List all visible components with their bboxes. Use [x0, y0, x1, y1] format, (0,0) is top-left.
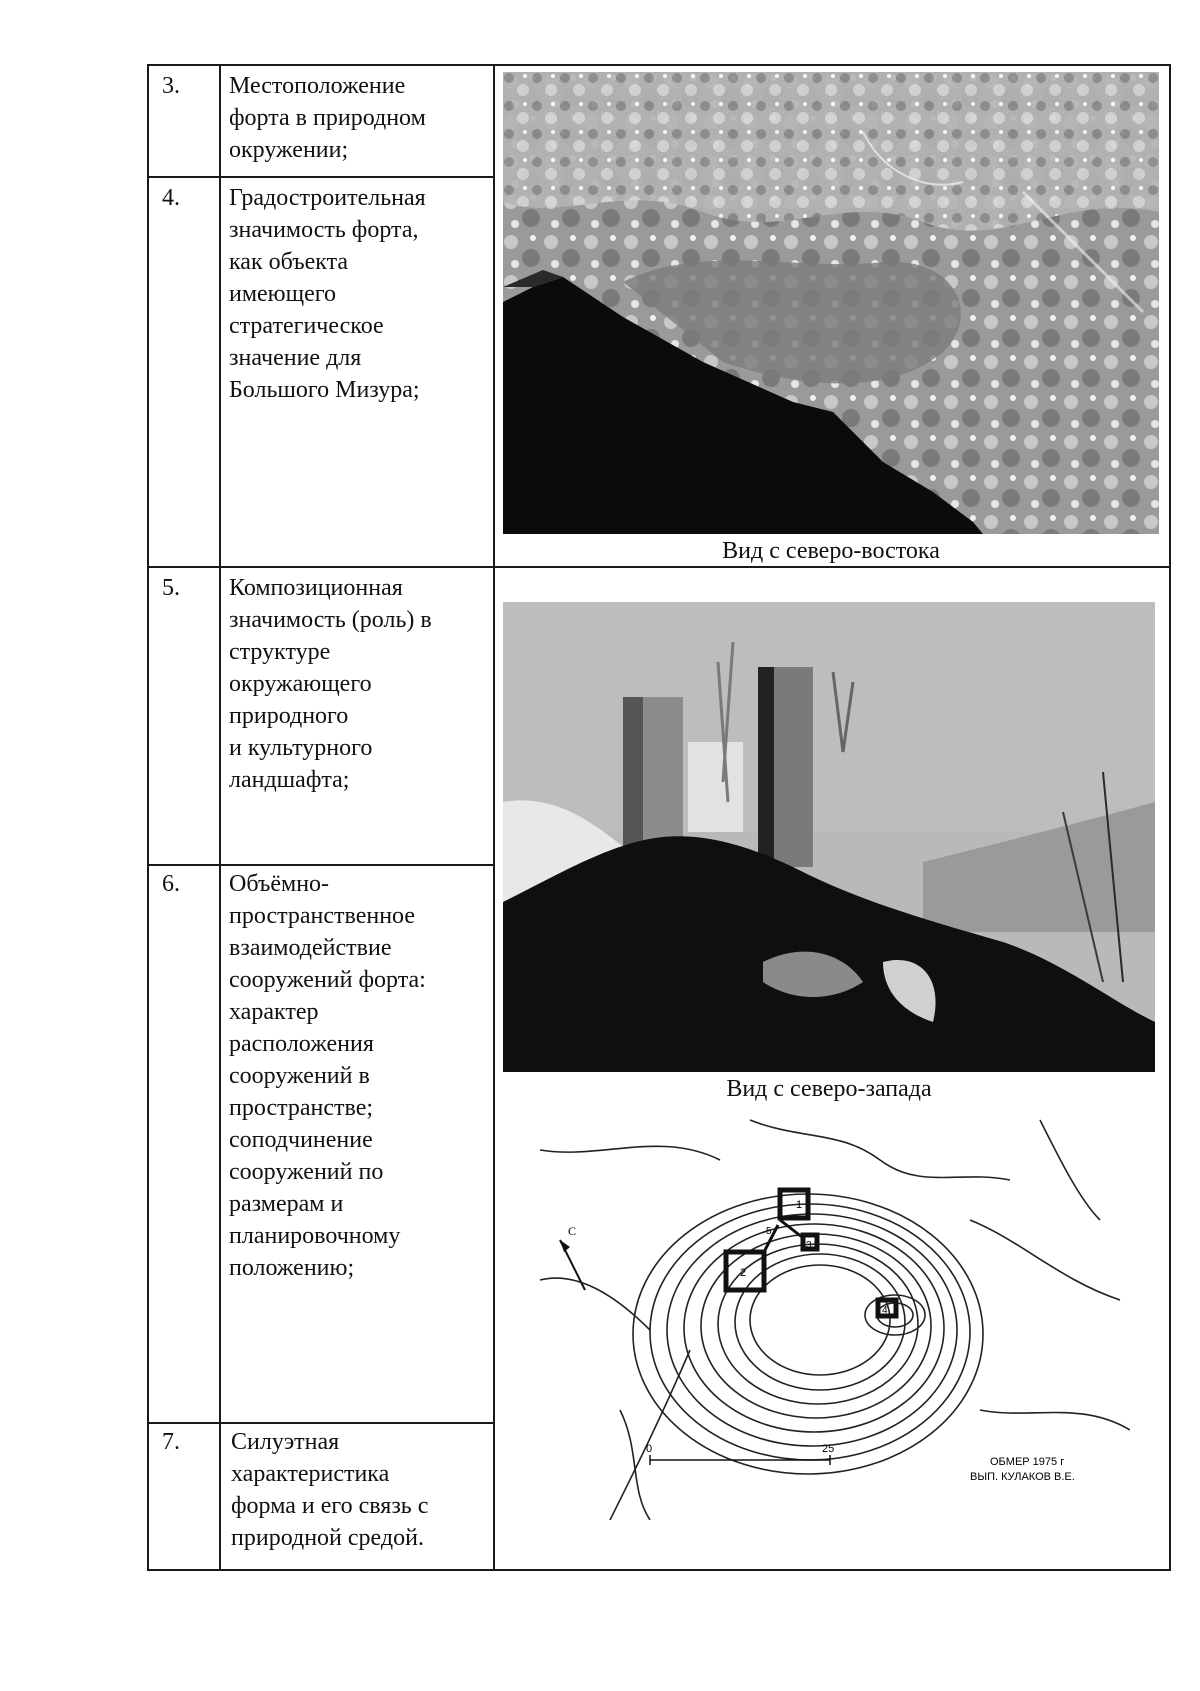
photo-northeast-view — [503, 72, 1159, 534]
building-number: 2 — [740, 1267, 747, 1279]
row-divider-6-7 — [147, 1422, 495, 1424]
table-border-left — [147, 64, 149, 1571]
row-description: Композиционная значимость (роль) в структуре окружающего природного и культурного ландшафта; — [229, 575, 432, 793]
table-column-divider-1 — [219, 64, 221, 1571]
survey-credit-line2: ВЫП. КУЛАКОВ В.Е. — [970, 1471, 1075, 1483]
building-number: 5 — [766, 1226, 772, 1237]
table-border-right — [1169, 64, 1171, 1571]
row-description: Местоположение форта в природном окружении; — [229, 73, 426, 163]
row-description: Силуэтная характеристика форма и его связь с природной средой. — [231, 1429, 429, 1551]
scale-start-label: 0 — [646, 1443, 653, 1455]
photo-northwest-view — [503, 602, 1155, 1072]
row-divider-3-4 — [147, 176, 495, 178]
row-description: Объёмно- пространственное взаимодействие сооружений форта: характер расположения сооружений в пространстве; соподчинение сооружений по размерам и планировочному положению; — [229, 871, 426, 1281]
survey-credit-line1: ОБМЕР 1975 г — [990, 1456, 1065, 1468]
building-number: 1 — [796, 1199, 803, 1211]
building-number: 3 — [806, 1240, 812, 1251]
photo-caption: Вид с северо-запада — [726, 1076, 932, 1102]
row-description: Градостроительная значимость форта, как объекта имеющего стратегическое значение для Большого Мизура; — [229, 185, 426, 403]
row-number: 4. — [162, 185, 180, 211]
table-column-divider-2 — [493, 64, 495, 1571]
building-number: 4 — [882, 1305, 888, 1316]
photo-caption: Вид с северо-востока — [722, 538, 940, 564]
row-number: 3. — [162, 73, 180, 99]
row-number: 7. — [162, 1429, 180, 1455]
row-number: 5. — [162, 575, 180, 601]
table-border-bottom — [147, 1569, 1171, 1571]
row-number: 6. — [162, 871, 180, 897]
row-divider-4-5 — [147, 566, 1171, 568]
table-border-top — [147, 64, 1171, 66]
row-divider-5-6 — [147, 864, 495, 866]
scale-end-label: 25 — [822, 1443, 835, 1455]
site-plan-drawing — [540, 1100, 1130, 1520]
north-label: С — [568, 1224, 577, 1238]
